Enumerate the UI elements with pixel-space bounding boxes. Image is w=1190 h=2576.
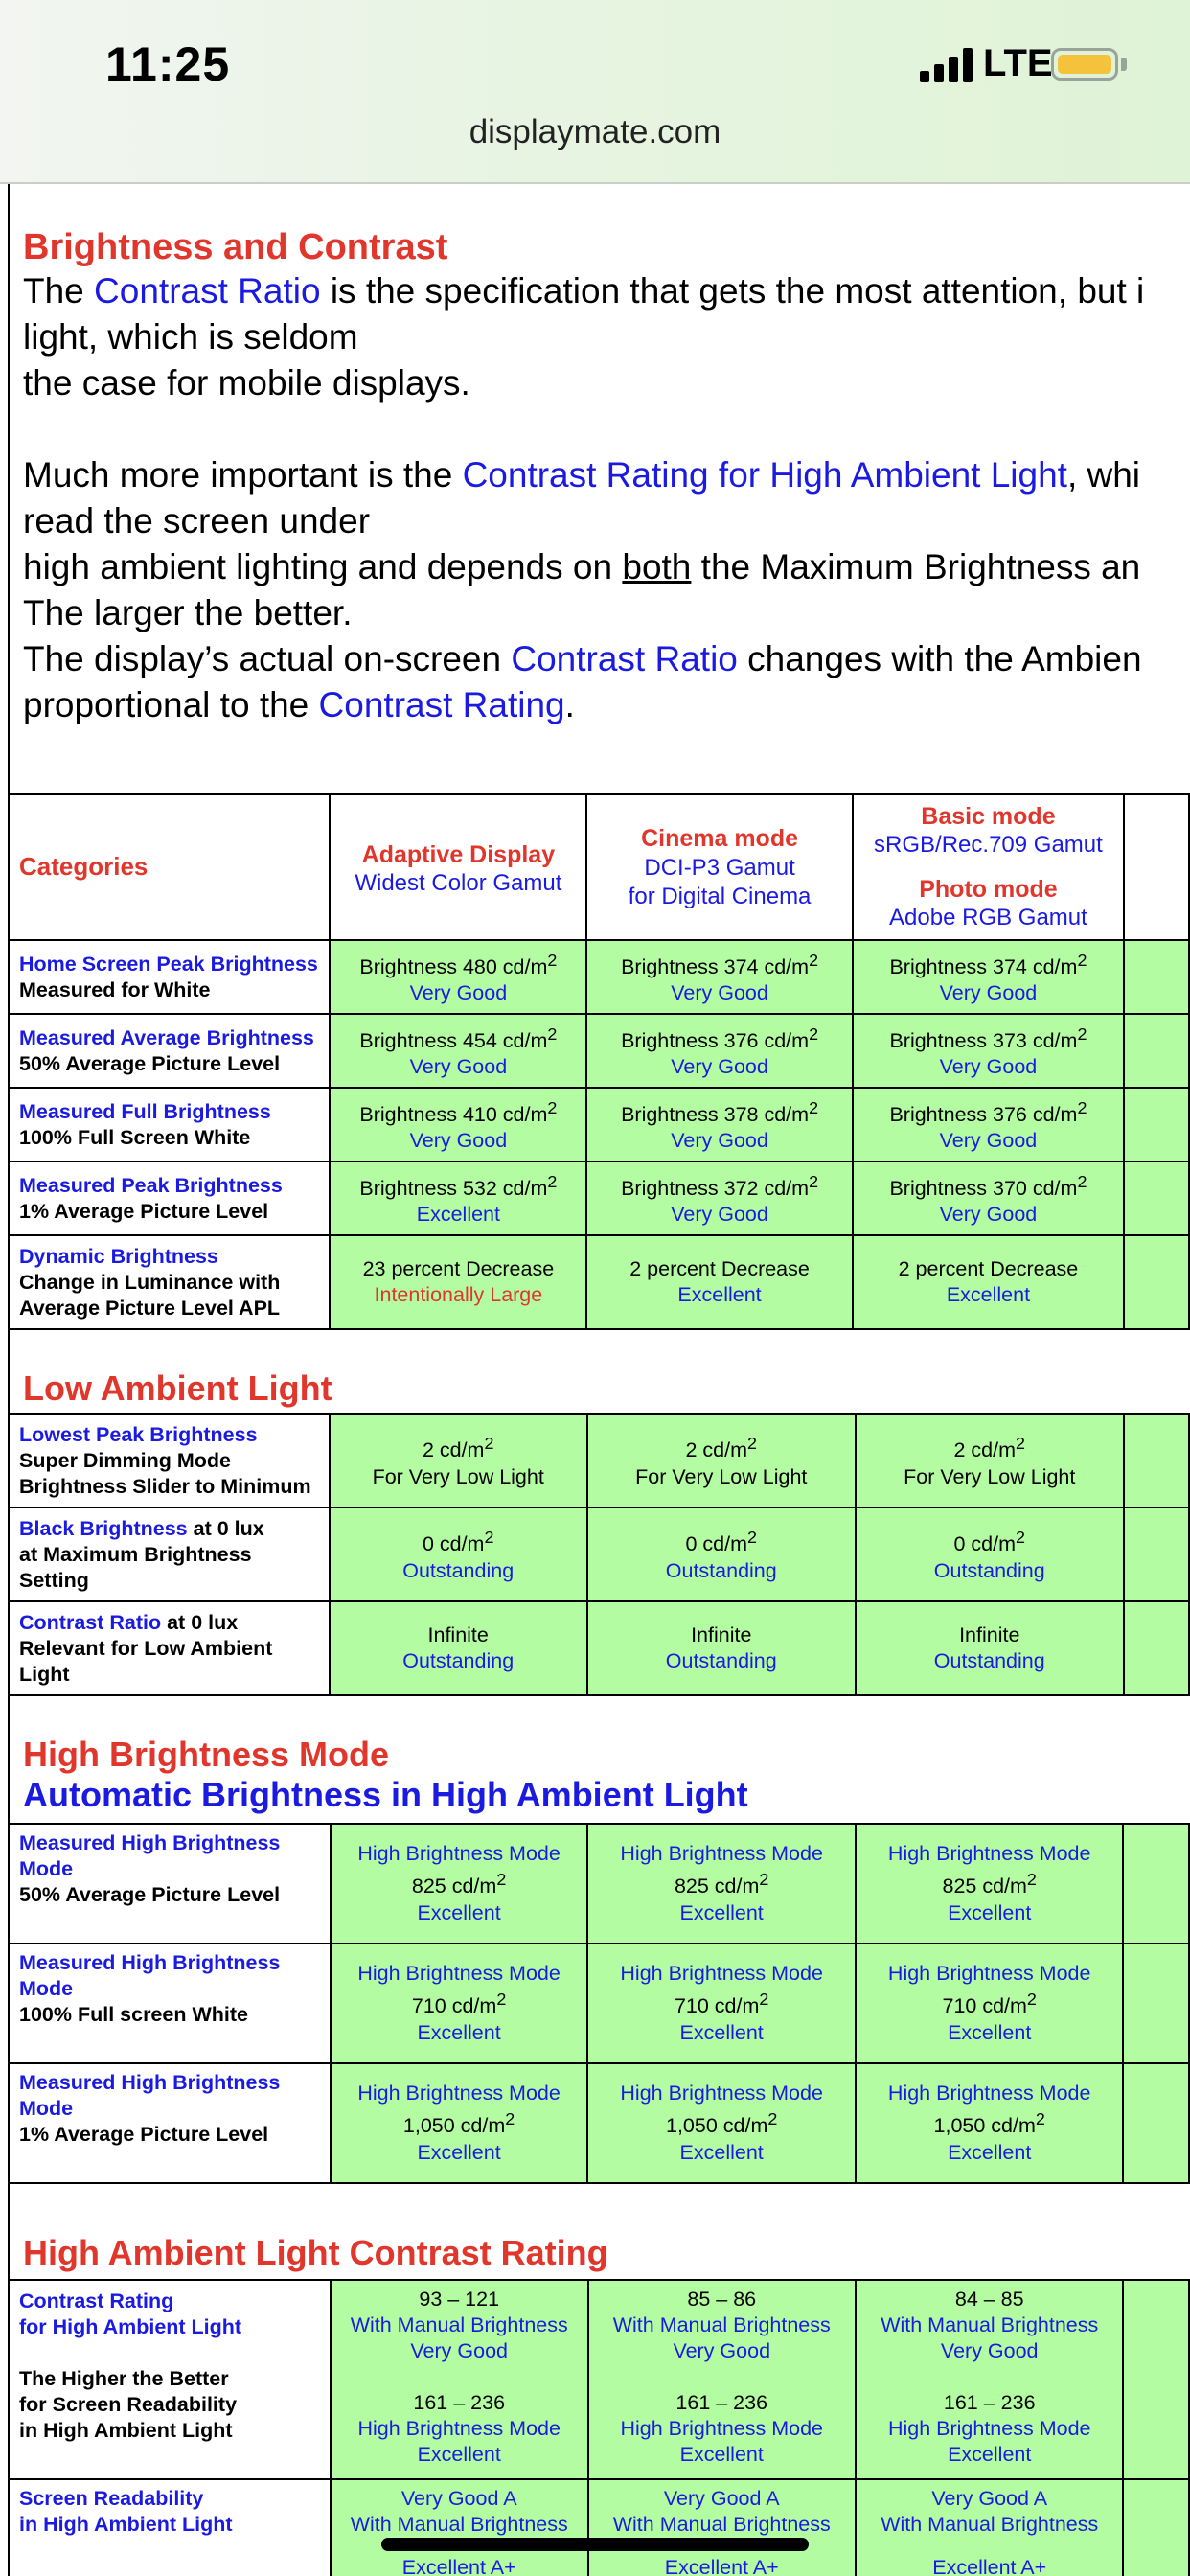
value-cell: 2 percent Decrease Excellent [586, 1235, 852, 1329]
value-cell: High Brightness Mode 1,050 $cd/m^2$ Excellent [587, 2063, 856, 2183]
table-row [9, 940, 1189, 1014]
table-row: Black Brightness at 0 lux at Maximum Brightness Setting 0 $cd/m^2$ Outstanding 0 $cd/m^2$ Outstanding 0 $cd/m^2$ Outstanding [9, 1507, 1189, 1601]
table-row [9, 2063, 1189, 2183]
category-cell: Measured High Brightness Mode 50% Average Picture Level [9, 1824, 331, 1944]
table-row: Screen Readability in High Ambient Light Very Good A With Manual Brightness Excellent A+ Very Good A With Manual Brightness Excellent A+ Very Good A With Manual Brightness Excellent A+ [9, 2479, 1189, 2576]
value-cell: High Brightness Mode 710 $cd/m^2$ Excellent [587, 1944, 856, 2063]
home-indicator[interactable] [381, 2538, 809, 2551]
value-cell: 93 – 121 With Manual Brightness Very Good 161 – 236 High Brightness Mode Excellent [331, 2280, 588, 2479]
value-cell: Brightness 374 $cd/m^2$ Very Good [853, 940, 1124, 1014]
web-page [0, 184, 1190, 2576]
category-cell: Dynamic Brightness Change in Luminance with Average Picture Level APL [9, 1235, 330, 1329]
category-cell: Contrast Rating for High Ambient Light The Higher the Better for Screen Readability in High Ambient Light [9, 2280, 331, 2479]
section-title-low-ambient: Low Ambient Light [23, 1368, 332, 1408]
brightness-table [8, 794, 1190, 1330]
value-cell: Brightness 376 $cd/m^2$ Very Good [853, 1088, 1124, 1162]
value-cell: Brightness 378 $cd/m^2$ Very Good [586, 1088, 852, 1162]
table-header-row [9, 794, 1189, 940]
category-cell: Measured Average Brightness 50% Average Picture Level [9, 1014, 330, 1088]
table-row [9, 1162, 1189, 1235]
battery-tip [1121, 58, 1127, 71]
left-border [8, 184, 10, 2576]
category-cell: Black Brightness at 0 lux at Maximum Brightness Setting [9, 1507, 330, 1601]
category-cell: Home Screen Peak Brightness Measured for White [9, 940, 330, 1014]
intro-paragraph-2: Much more important is the Contrast Rating for High Ambient Light, whi read the screen under high ambient lighting and depends on both the Maximum Brightness an The larger the better. [23, 455, 1141, 632]
value-cell: Brightness 372 $cd/m^2$ Very Good [586, 1162, 852, 1235]
col-basic-photo-header: Basic mode sRGB/Rec.709 Gamut Photo mode Adobe RGB Gamut [853, 794, 1124, 940]
contrast-rating-link[interactable]: Contrast Rating for High Ambient Light [462, 455, 1067, 494]
section-title-hbm: High Brightness Mode [23, 1735, 390, 1774]
address-bar-url[interactable]: displaymate.com [469, 113, 721, 150]
value-cell: Brightness 410 $cd/m^2$ Very Good [330, 1088, 586, 1162]
network-type: LTE [983, 42, 1053, 84]
value-cell: High Brightness Mode 710 $cd/m^2$ Excellent [856, 1944, 1124, 2063]
hbm-table [8, 1823, 1190, 2184]
value-cell: High Brightness Mode 1,050 $cd/m^2$ Excellent [856, 2063, 1124, 2183]
value-cell: Brightness 370 $cd/m^2$ Very Good [853, 1162, 1124, 1235]
categories-header: Categories [9, 794, 330, 940]
contrast-ratio-link[interactable]: Contrast Ratio [94, 271, 321, 310]
table-row: Contrast Ratio at 0 lux Relevant for Low Ambient Light Infinite Outstanding Infinite Outstanding Infinite Outstanding [9, 1601, 1189, 1695]
category-cell: Screen Readability in High Ambient Light [9, 2479, 331, 2576]
table-row [9, 1014, 1189, 1088]
table-row [9, 2280, 1189, 2479]
section-subtitle-hbm: Automatic Brightness in High Ambient Light [23, 1775, 748, 1814]
value-cell: High Brightness Mode 1,050 $cd/m^2$ Excellent [331, 2063, 588, 2183]
contrast-ratio-link-2[interactable]: Contrast Ratio [511, 639, 738, 678]
low-ambient-table [8, 1413, 1190, 1696]
table-row-dynamic [9, 1235, 1189, 1329]
category-cell: Contrast Ratio at 0 lux Relevant for Low Ambient Light [9, 1601, 330, 1695]
value-cell: Brightness 374 $cd/m^2$ Very Good [586, 940, 852, 1014]
value-cell: Brightness 480 $cd/m^2$ Very Good [330, 940, 586, 1014]
contrast-table [8, 2279, 1190, 2576]
value-cell: 2 percent Decrease Excellent [853, 1235, 1124, 1329]
col-cinema-header: Cinema mode DCI-P3 Gamut for Digital Cinema [586, 794, 852, 940]
table-row [9, 1088, 1189, 1162]
value-cell: High Brightness Mode 825 $cd/m^2$ Excellent [331, 1824, 588, 1944]
category-cell: Measured High Brightness Mode 100% Full screen White [9, 1944, 331, 2063]
clock: 11:25 [105, 37, 231, 91]
value-cell-extra [1124, 1235, 1189, 1329]
value-cell: High Brightness Mode 710 $cd/m^2$ Excellent [331, 1944, 588, 2063]
battery-icon [1051, 48, 1118, 80]
table-row: Lowest Peak Brightness Super Dimming Mode Brightness Slider to Minimum 2 $cd/m^2$ For Very Low Light 2 $cd/m^2$ For Very Low Light 2 $cd/m^2$ For Very Low Light [9, 1414, 1189, 1507]
category-cell: Measured Full Brightness 100% Full Screen White [9, 1088, 330, 1162]
col-adaptive-header: Adaptive Display Widest Color Gamut [330, 794, 586, 940]
category-cell: Measured High Brightness Mode 1% Average Picture Level [9, 2063, 331, 2183]
value-cell: High Brightness Mode 825 $cd/m^2$ Excellent [587, 1824, 856, 1944]
value-cell: Brightness 454 $cd/m^2$ Very Good [330, 1014, 586, 1088]
cellular-signal-icon [920, 48, 975, 82]
status-bar [0, 0, 1190, 184]
section-title-contrast-rating: High Ambient Light Contrast Rating [23, 2233, 608, 2272]
value-cell: High Brightness Mode 825 $cd/m^2$ Excellent [856, 1824, 1124, 1944]
section-title-brightness: Brightness and Contrast [23, 227, 448, 267]
value-cell: 85 – 86 With Manual Brightness Very Good 161 – 236 High Brightness Mode Excellent [588, 2280, 856, 2479]
value-cell: 84 – 85 With Manual Brightness Very Good 161 – 236 High Brightness Mode Excellent [856, 2280, 1123, 2479]
category-cell: Lowest Peak Brightness Super Dimming Mode Brightness Slider to Minimum [9, 1414, 330, 1507]
value-cell: 23 percent Decrease Intentionally Large [330, 1235, 586, 1329]
category-cell: Measured Peak Brightness 1% Average Picture Level [9, 1162, 330, 1235]
intro-section [23, 227, 1190, 728]
value-cell: Brightness 532 $cd/m^2$ Excellent [330, 1162, 586, 1235]
col-extra-header [1124, 794, 1189, 940]
table-row [9, 1824, 1189, 1944]
intro-paragraph-3: The display’s actual on-screen Contrast Ratio changes with the Ambien proportional to the Contrast Rating. [23, 639, 1142, 724]
table-row [9, 1944, 1189, 2063]
value-cell: Brightness 376 $cd/m^2$ Very Good [586, 1014, 852, 1088]
value-cell: Brightness 373 $cd/m^2$ Very Good [853, 1014, 1124, 1088]
contrast-rating-link-2[interactable]: Contrast Rating [318, 685, 565, 724]
intro-paragraph-1: The Contrast Ratio is the specification that gets the most attention, but i light, which is seldom the case for mobile displays. [23, 271, 1145, 402]
